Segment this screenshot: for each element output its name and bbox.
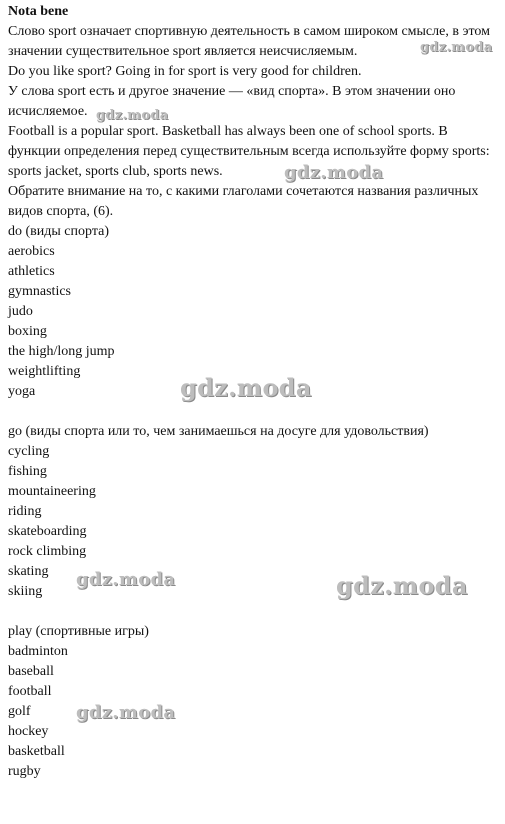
- spacer: [8, 602, 498, 622]
- list-item: rock climbing: [8, 544, 87, 559]
- list-item: athletics: [8, 264, 55, 279]
- paragraph-5: Обратите внимание на то, с какими глаголами сочетаются названия различных видов спорта, (6).: [8, 184, 479, 219]
- list-item: judo: [8, 304, 33, 319]
- list-item: skateboarding: [8, 524, 87, 539]
- watermark: gdz.moda: [76, 702, 176, 723]
- list-item: cycling: [8, 444, 50, 459]
- list-item: basketball: [8, 744, 65, 759]
- spacer: [8, 402, 498, 422]
- play-heading: play (спортивные игры): [8, 624, 149, 639]
- watermark: gdz.moda: [284, 162, 384, 183]
- do-heading: do (виды спорта): [8, 224, 109, 239]
- list-item: fishing: [8, 464, 47, 479]
- paragraph-3: У слова sport есть и другое значение — «вид спорта». В этом значении оно исчисляемое.: [8, 84, 456, 119]
- list-item: baseball: [8, 664, 54, 679]
- watermark: gdz.moda: [96, 108, 169, 123]
- list-item: yoga: [8, 384, 36, 399]
- list-item: riding: [8, 504, 42, 519]
- list-item: skiing: [8, 584, 43, 599]
- list-item: football: [8, 684, 52, 699]
- paragraph-1: Слово sport означает спортивную деятельность в самом широком смысле, в этом значении существительное sport является неисчисляемым.: [8, 24, 490, 59]
- go-heading: go (виды спорта или то, чем занимаешься на досуге для удовольствия): [8, 424, 429, 439]
- list-item: golf: [8, 704, 31, 719]
- watermark: gdz.moda: [76, 569, 176, 590]
- paragraph-2: Do you like sport? Going in for sport is very good for children.: [8, 64, 362, 79]
- list-item: skating: [8, 564, 49, 579]
- list-item: mountaineering: [8, 484, 96, 499]
- list-item: gymnastics: [8, 284, 71, 299]
- list-item: badminton: [8, 644, 68, 659]
- list-item: aerobics: [8, 244, 55, 259]
- paragraph-4: Football is a popular sport. Basketball has always been one of school sports. В функции определения перед существительным всегда используйте форму sports: sports jacket, sports club, sports news.: [8, 124, 490, 179]
- list-item: the high/long jump: [8, 344, 115, 359]
- list-item: hockey: [8, 724, 49, 739]
- list-item: boxing: [8, 324, 47, 339]
- watermark: gdz.moda: [180, 373, 312, 402]
- page-title: Nota bene: [8, 4, 69, 19]
- watermark: gdz.moda: [420, 40, 493, 55]
- watermark: gdz.moda: [336, 571, 468, 600]
- list-item: weightlifting: [8, 364, 81, 379]
- list-item: rugby: [8, 764, 41, 779]
